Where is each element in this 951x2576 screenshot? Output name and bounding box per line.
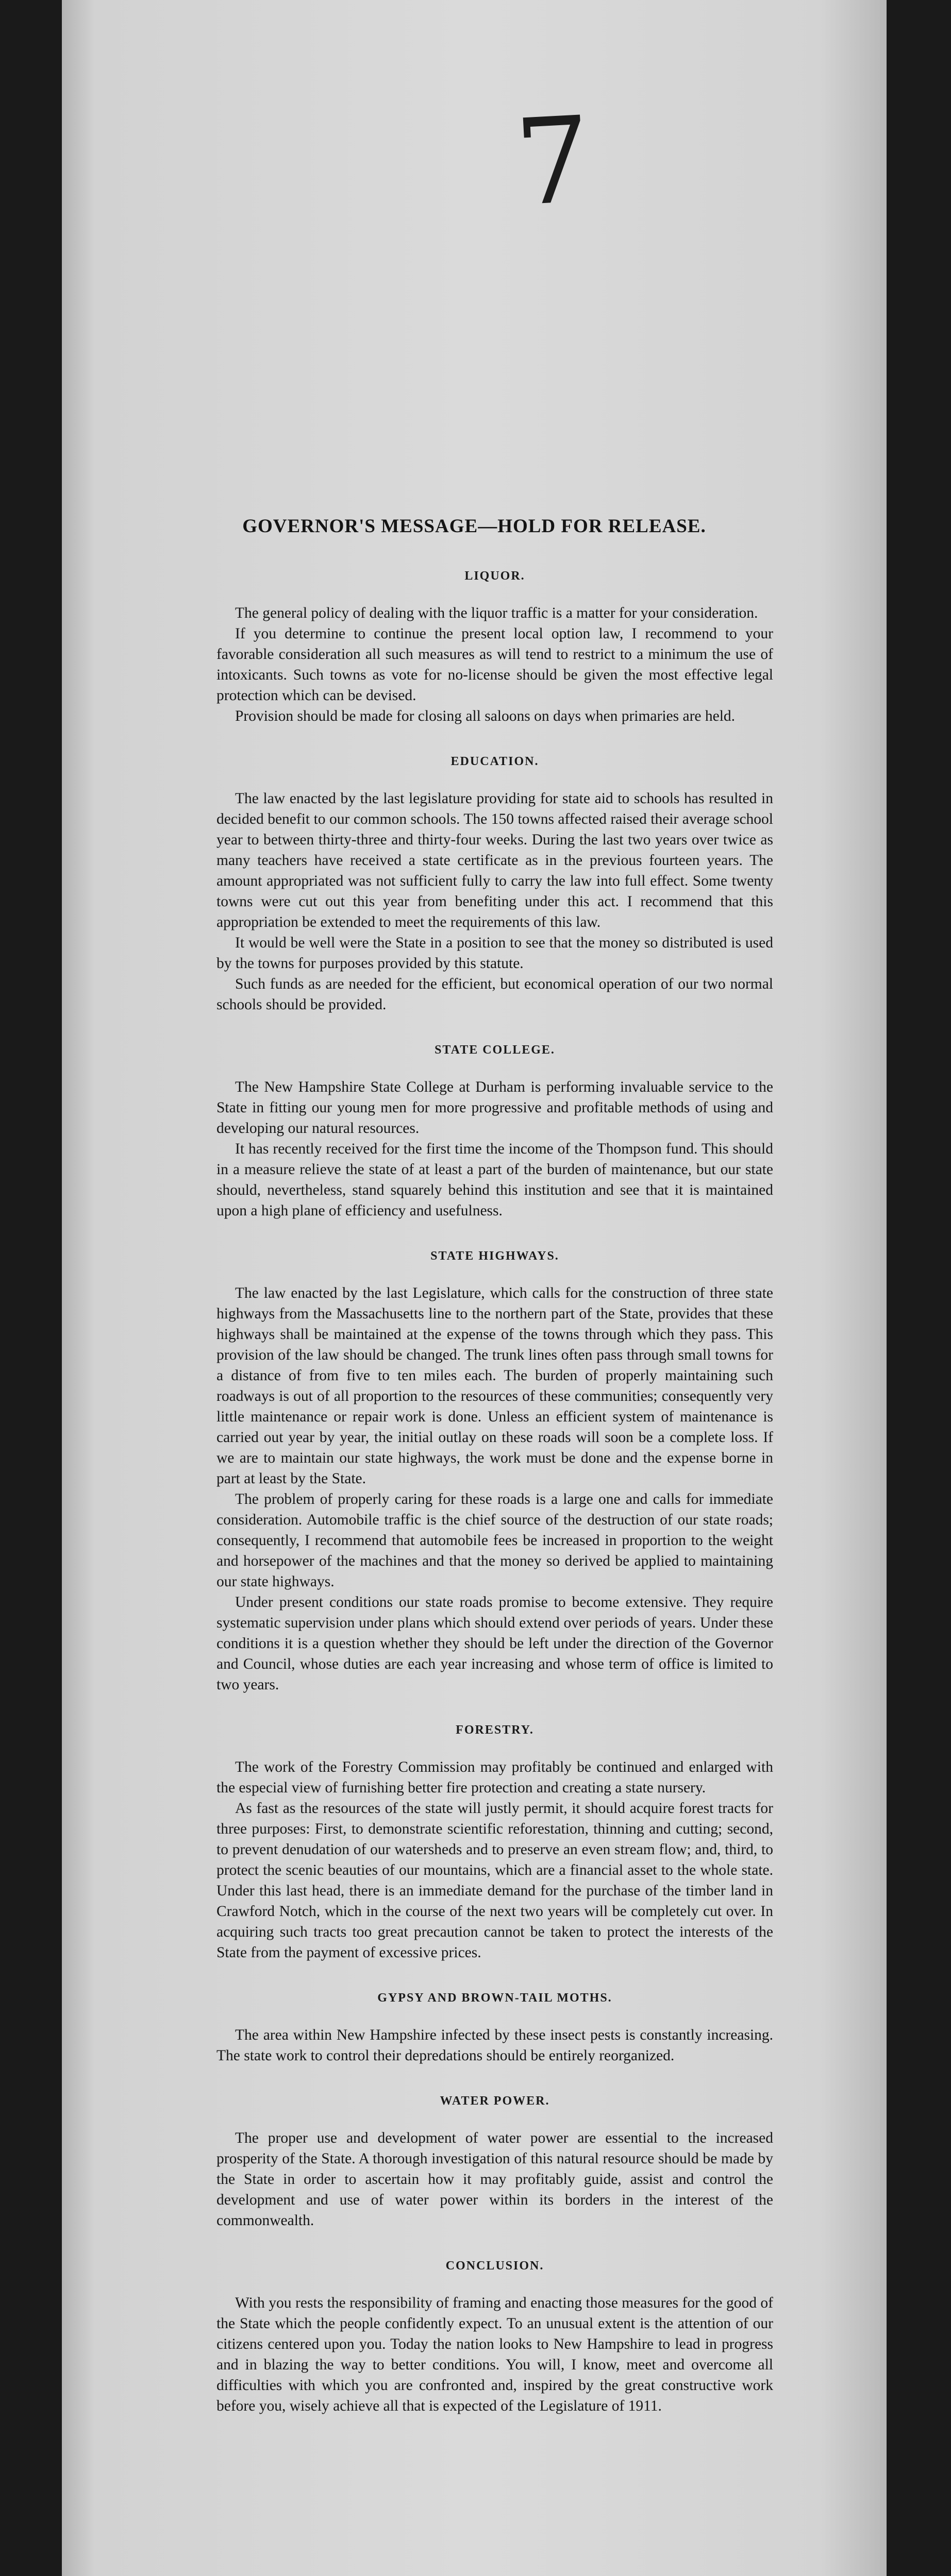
paragraph: Under present conditions our state roads promise to become extensive. They require systematic supervision under plans which should extend over periods of years. Under these conditions it is a question whether they should be left under the direction of the Governor and Council, whose duties are each year increasing and whose term of office is limited to two years. <box>216 1594 773 1693</box>
paragraph: Such funds as are needed for the efficient, but economical operation of our two normal schools should be provided. <box>216 976 773 1013</box>
document-page <box>62 0 887 2576</box>
paragraph: The work of the Forestry Commission may profitably be continued and enlarged with the especial view of furnishing better fire protection and creating a state nursery. <box>216 1759 773 1796</box>
paragraph: If you determine to continue the present local option law, I recommend to your favorable consideration all such measures as will tend to restrict to a minimum the use of intoxicants. Such towns as vote for no-license should be given the most effective legal protection which can be devised. <box>216 625 773 704</box>
paragraph: Provision should be made for closing all saloons on days when primaries are held. <box>235 708 736 724</box>
paragraph: The proper use and development of water power are essential to the increased prosperity of the State. A thorough investigation of this natural resource should be made by the State in order to ascertain how it may profitably guide, assist and control the development and use of water power within its borders in the interest of the commonwealth. <box>216 2130 773 2229</box>
section-heading: STATE COLLEGE. <box>435 1043 555 1057</box>
section-heading: CONCLUSION. <box>445 2259 544 2273</box>
paragraph: With you rests the responsibility of framing and enacting those measures for the good of the State which the people confidently expect. To an unusual extent is the attention of our citizens centered upon you. Today the nation looks to New Hampshire to lead in progress and in blazing the way to better conditions. You will, I know, meet and overcome all difficulties with which you are confronted and, inspired by the great constructive work before you, wisely achieve all that is expected of the Legislature of 1911. <box>216 2295 773 2414</box>
section-heading: EDUCATION. <box>451 755 539 768</box>
section-heading: WATER POWER. <box>440 2094 550 2108</box>
paragraph: The law enacted by the last Legislature, which calls for the construction of three state highways from the Massachusetts line to the northern part of the State, provides that these highways shall be maintained at the expense of the towns through which they pass. This provision of the law should be changed. The trunk lines often pass through small towns for a distance of from five to ten miles each. The burden of properly maintaining such roadways is out of all proportion to the resources of these communities; consequently very little maintenance or repair work is done. Unless an efficient system of maintenance is carried out year by year, the initial outlay on these roads will soon be a complete loss. If we are to maintain our state highways, the work must be done and the expense borne in part at least by the State. <box>216 1285 773 1487</box>
section-heading: FORESTRY. <box>456 1723 534 1737</box>
handwritten-page-number: 7 <box>512 91 595 233</box>
message-body <box>216 556 773 2416</box>
paragraph: The area within New Hampshire infected by these insect pests is constantly increasing. The state work to control their depredations should be entirely reorganized. <box>216 2027 773 2064</box>
section-heading: LIQUOR. <box>464 569 525 583</box>
paragraph: The problem of properly caring for these roads is a large one and calls for immediate consideration. Automobile traffic is the chief source of the destruction of our state roads; consequently, I recommend that automobile fees be increased in proportion to the weight and horsepower of the machines and that the money so derived be applied to maintaining our state highways. <box>216 1491 773 1590</box>
paragraph: It would be well were the State in a position to see that the money so distributed is used by the towns for purposes provided by this statute. <box>216 935 773 972</box>
paragraph: It has recently received for the first time the income of the Thompson fund. This should in a measure relieve the state of at least a part of the burden of maintenance, but our state should, nevertheless, stand squarely behind this institution and see that it is maintained upon a high plane of efficiency and usefulness. <box>216 1141 773 1219</box>
paragraph: The New Hampshire State College at Durham is performing invaluable service to the State in fitting our young men for more progressive and profitable methods of using and developing our natural resources. <box>216 1079 773 1137</box>
document-title: GOVERNOR'S MESSAGE—HOLD FOR RELEASE. <box>242 516 706 537</box>
paragraph: The law enacted by the last legislature providing for state aid to schools has resulted in decided benefit to our common schools. The 150 towns affected raised their average school year to between thirty-three and thirty-four weeks. During the last two years over twice as many teachers have received a state certificate as in the previous fourteen years. The amount appropriated was not sufficient fully to carry the law into full effect. Some twenty towns were cut out this year from benefiting under this act. I recommend that this appropriation be extended to meet the requirements of this law. <box>216 790 773 930</box>
paragraph: The general policy of dealing with the liquor traffic is a matter for your consideration. <box>235 605 758 621</box>
section-heading: GYPSY AND BROWN-TAIL MOTHS. <box>377 1991 612 2005</box>
section-heading: STATE HIGHWAYS. <box>430 1249 559 1263</box>
paragraph: As fast as the resources of the state will justly permit, it should acquire forest tracts for three purposes: First, to demonstrate scientific reforestation, thinning and cutting; second, to prevent denudation of our watersheds and to preserve an even stream flow; and, third, to protect the scenic beauties of our mountains, which are a financial asset to the whole state. Under this last head, there is an immediate demand for the purchase of the timber land in Crawford Notch, which in the course of the next two years will be completely cut over. In acquiring such tracts too great precaution cannot be taken to protect the interests of the State from the payment of excessive prices. <box>216 1800 773 1961</box>
